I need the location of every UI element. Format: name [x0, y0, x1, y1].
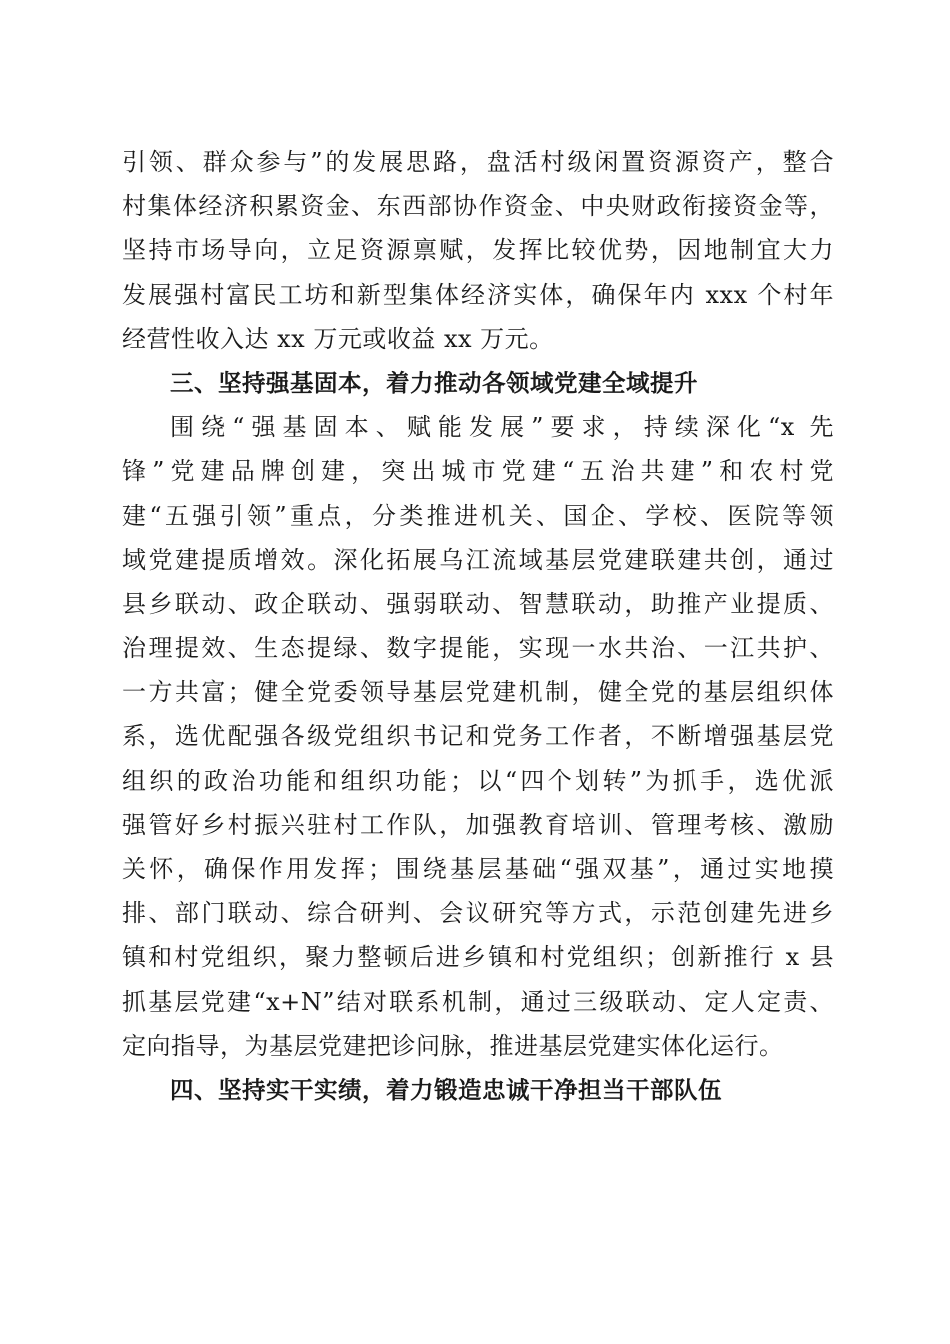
paragraph-line: 排、部门联动、综合研判、会议研究等方式，示范创建先进乡: [122, 899, 834, 928]
paragraph-line: 引领、群众参与”的发展思路，盘活村级闲置资源资产，整合: [122, 148, 834, 176]
paragraph-line: 组织的政治功能和组织功能；以“四个划转”为抓手，选优派: [122, 766, 834, 795]
paragraph-line: 县乡联动、政企联动、强弱联动、智慧联动，助推产业提质、: [122, 589, 834, 618]
paragraph-line: 建“五强引领”重点，分类推进机关、国企、学校、医院等领: [122, 501, 834, 530]
paragraph-line: 经营性收入达 xx 万元或收益 xx 万元。: [122, 324, 554, 353]
document-body: [122, 140, 834, 1112]
paragraph-line: 发展强村富民工坊和新型集体经济实体，确保年内 xxx 个村年: [122, 280, 834, 309]
section-heading-4: 四、坚持实干实绩，着力锻造忠诚干净担当干部队伍: [170, 1075, 722, 1104]
paragraph-line: 镇和村党组织，聚力整顿后进乡镇和村党组织；创新推行 x 县: [122, 943, 834, 972]
paragraph-continued: [122, 140, 834, 361]
paragraph-line: 定向指导，为基层党建把诊问脉，推进基层党建实体化运行。: [122, 1031, 784, 1060]
paragraph-line: 围绕“强基固本、赋能发展”要求，持续深化“x 先: [170, 413, 834, 442]
paragraph-line: 域党建提质增效。深化拓展乌江流域基层党建联建共创，通过: [122, 545, 834, 574]
section-heading-3: 三、坚持强基固本，着力推动各领域党建全域提升: [170, 368, 698, 397]
paragraph-line: 关怀，确保作用发挥；围绕基层基础“强双基”，通过实地摸: [122, 855, 834, 883]
paragraph-section-3: [122, 405, 834, 1068]
paragraph-line: 坚持市场导向，立足资源禀赋，发挥比较优势，因地制宜大力: [122, 236, 834, 265]
paragraph-line: 锋”党建品牌创建，突出城市党建“五治共建”和农村党: [122, 457, 834, 486]
paragraph-line: 抓基层党建“x+N”结对联系机制，通过三级联动、定人定责、: [122, 987, 834, 1016]
paragraph-line: 强管好乡村振兴驻村工作队，加强教育培训、管理考核、激励: [122, 810, 834, 839]
paragraph-line: 治理提效、生态提绿、数字提能，实现一水共治、一江共护、: [122, 634, 834, 663]
paragraph-line: 村集体经济积累资金、东西部协作资金、中央财政衔接资金等，: [122, 192, 834, 221]
paragraph-line: 一方共富；健全党委领导基层党建机制，健全党的基层组织体: [122, 678, 834, 707]
paragraph-line: 系，选优配强各级党组织书记和党务工作者，不断增强基层党: [122, 722, 834, 751]
